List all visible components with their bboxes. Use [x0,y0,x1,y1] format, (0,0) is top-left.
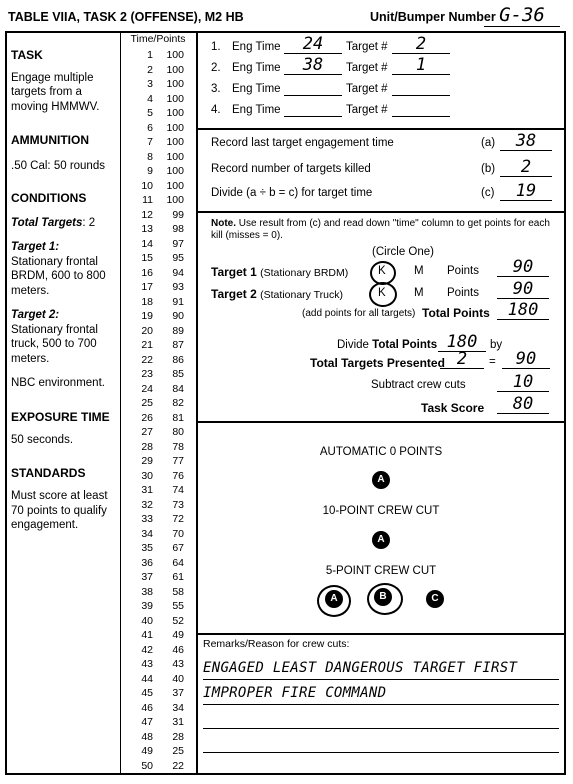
points-value: 72 [172,513,184,525]
time-value: 17 [141,281,153,293]
time-points-row [126,425,184,440]
time-value: 22 [141,353,153,366]
time-value: 46 [141,701,153,714]
engagement-number: 2. [211,62,221,74]
time-value: 39 [141,600,153,612]
per-target-result[interactable]: 90 [502,350,550,369]
note-text: Use result from (c) and read down "time" column to get points for each kill (misses = 0). [211,218,550,241]
conditions-heading: CONDITIONS [11,191,87,205]
remarks-line-2[interactable]: IMPROPER FIRE COMMAND [203,685,387,701]
time-value: 34 [141,527,153,540]
time-points-row [126,570,184,585]
time-points-row [126,266,184,281]
points-value: 100 [166,107,184,119]
points-value: 87 [172,339,184,351]
points-value: 98 [172,223,184,235]
divide-label: Divide (a ÷ b = c) for target time [211,187,373,199]
eng-time-label: Eng Time [232,41,281,53]
target1-kill-option[interactable]: K [378,265,386,277]
points-value: 55 [172,600,184,612]
time-value: 29 [141,455,153,467]
time-points-row [126,686,184,701]
points-value: 91 [172,295,184,308]
time-points-row [126,730,184,745]
time-value: 6 [147,121,153,134]
time-value: 27 [141,426,153,438]
circled-kill-mark [369,282,397,307]
total-targets-value: : 2 [82,216,96,229]
column-divider [120,31,121,775]
time-points-row [126,63,184,78]
points-value: 100 [166,92,184,105]
points-value: 99 [172,208,184,221]
time-value: 45 [141,687,153,699]
points-value: 100 [166,194,184,206]
ten-cut-a[interactable]: A [372,531,390,549]
time-points-row [126,179,184,194]
time-value: 5 [147,107,153,119]
exposure-text: 50 seconds. [11,434,74,446]
points-value: 100 [166,63,184,76]
five-cut-c[interactable]: C [426,590,444,608]
points-value: 90 [172,310,184,322]
time-value: 1 [147,49,153,61]
time-value: 31 [141,484,153,496]
task-conditions-column [11,40,119,533]
remarks-rule [203,679,559,680]
time-points-row [126,701,184,716]
time-value: 28 [141,440,153,453]
points-value: 93 [172,281,184,293]
time-points-row [126,338,184,353]
points-value: 31 [172,716,184,728]
record-time-label: Record last target engagement time [211,137,394,149]
divide-points-value[interactable]: 180 [438,333,486,352]
time-points-row [126,295,184,310]
time-points-row [126,440,184,455]
time-points-row [126,353,184,368]
time-value: 8 [147,150,153,163]
points-value: 80 [172,426,184,438]
target2-label: Target 2: [11,309,60,321]
time-value: 10 [141,179,153,192]
divide-total-points: Total Points [372,339,438,351]
points-value: 49 [172,629,184,641]
time-points-row [126,251,184,266]
target2-text: Stationary frontal truck, 500 to 700 meters. [11,323,98,365]
time-points-header: Time/Points [130,33,186,45]
time-value: 24 [141,382,153,395]
time-points-row [126,657,184,672]
task-heading: TASK [11,48,43,62]
time-value: 25 [141,397,153,409]
task-score-value[interactable]: 80 [497,395,549,414]
target1-score-label: Target 1 [211,265,257,279]
record-kills-code: (b) [481,163,496,175]
equals-sign: = [489,356,496,368]
total-targets [11,216,119,231]
time-points-row [126,411,184,426]
time-points-row [126,48,184,63]
time-points-row [126,150,184,165]
time-value: 32 [141,498,153,511]
time-points-row [126,237,184,252]
time-points-row [126,628,184,643]
points-value: 100 [166,165,184,177]
record-kills-value[interactable]: 2 [500,158,552,177]
points-value: 74 [172,484,184,496]
time-value: 26 [141,411,153,424]
crew-cuts-value[interactable]: 10 [497,373,549,392]
target1-miss-option[interactable]: M [414,265,424,277]
ammunition-text: .50 Cal: 50 rounds [11,159,105,172]
time-points-row [126,396,184,411]
target-number-label: Target # [346,41,388,53]
points-value: 100 [166,150,184,163]
time-value: 37 [141,571,153,583]
time-points-row [126,92,184,107]
five-cut-b[interactable]: B [374,588,392,606]
remarks-rule [203,728,559,729]
time-value: 2 [147,63,153,76]
section-divider [198,421,564,423]
time-points-row [126,135,184,150]
record-time-value[interactable]: 38 [500,132,552,151]
time-points-row [126,208,184,223]
five-cut-a[interactable]: A [325,590,343,608]
time-points-row [126,585,184,600]
points-value: 84 [172,382,184,395]
circle-one-label: (Circle One) [372,246,434,258]
task-score-label: Task Score [421,401,485,415]
points-value: 82 [172,397,184,409]
eng-time-label: Eng Time [232,83,281,95]
points-value: 77 [172,455,184,467]
time-value: 9 [147,165,153,177]
remarks-label: Remarks/Reason for crew cuts: [203,638,350,650]
crew-cuts-label: Subtract crew cuts [371,379,466,391]
points-value: 85 [172,368,184,380]
time-value: 47 [141,716,153,728]
target2-miss-option[interactable]: M [414,287,424,299]
points-value: 86 [172,353,184,366]
points-value: 100 [166,136,184,148]
ten-point-cut-label: 10-POINT CREW CUT [322,505,440,517]
eng-time-value[interactable] [284,98,342,117]
time-value: 16 [141,266,153,279]
divide-word: Divide [337,339,369,351]
target2-kill-option[interactable]: K [378,287,386,299]
time-points-row [126,193,184,208]
points-value: 70 [172,527,184,540]
target-time-value[interactable]: 19 [500,182,552,201]
time-points-row [126,309,184,324]
engagement-number: 1. [211,41,221,53]
target2-score-desc: (Stationary Truck) [260,289,343,301]
time-points-row [126,77,184,92]
time-value: 4 [147,92,153,105]
points-value: 67 [172,542,184,554]
total-points-value[interactable]: 180 [497,301,549,320]
time-value: 23 [141,368,153,380]
time-points-row [126,483,184,498]
standards-text: Must score at least 70 points to qualify engagement. [11,490,108,531]
points-value: 89 [172,324,184,337]
nbc-text: NBC environment. [11,377,105,389]
time-points-table [126,48,184,773]
time-points-row [126,222,184,237]
target-number-value[interactable]: 1 [392,56,450,75]
time-points-row [126,643,184,658]
task-text: Engage multiple targets from a moving HMMWV. [11,71,100,113]
time-value: 20 [141,324,153,337]
note-label: Note. [211,218,236,229]
points-value: 100 [166,49,184,61]
time-points-row [126,527,184,542]
remarks-rule [203,704,559,705]
time-points-row [126,512,184,527]
time-points-row [126,672,184,687]
points-value: 46 [172,643,184,656]
record-time-code: (a) [481,137,496,149]
total-targets-label: Total Targets [11,216,83,229]
target1-points-label: Points [447,265,479,277]
eng-time-label: Eng Time [232,104,281,116]
points-value: 64 [172,556,184,569]
target-number-value[interactable]: 2 [392,35,450,54]
time-points-row [126,715,184,730]
target1-text: Stationary frontal BRDM, 600 to 800 meters. [11,255,106,297]
record-kills-label: Record number of targets killed [211,163,371,175]
time-value: 44 [141,672,153,685]
target-number-value[interactable] [392,98,450,117]
target1-points-value[interactable]: 90 [497,258,549,277]
time-value: 33 [141,513,153,525]
time-value: 7 [147,136,153,148]
time-value: 36 [141,556,153,569]
time-value: 14 [141,237,153,250]
section-divider [198,128,564,130]
time-value: 49 [141,745,153,757]
points-value: 28 [172,730,184,743]
time-value: 18 [141,295,153,308]
points-value: 78 [172,440,184,453]
points-value: 40 [172,672,184,685]
section-divider [198,211,564,213]
time-value: 12 [141,208,153,221]
time-points-row [126,280,184,295]
unit-number-value[interactable]: G-36 [484,4,560,27]
add-points-note: (add points for all targets) [302,308,416,319]
points-value: 94 [172,266,184,279]
target1-label: Target 1: [11,241,60,253]
time-points-row [126,599,184,614]
points-value: 76 [172,469,184,482]
time-value: 3 [147,78,153,90]
by-label: by [490,339,503,351]
time-value: 38 [141,585,153,598]
time-points-row [126,469,184,484]
points-value: 81 [172,411,184,424]
points-value: 100 [166,121,184,134]
time-points-row [126,382,184,397]
time-value: 19 [141,310,153,322]
divide-code: (c) [481,187,495,199]
points-value: 37 [172,687,184,699]
target2-points-value[interactable]: 90 [497,280,549,299]
target2-score-label: Target 2 [211,287,257,301]
time-value: 50 [141,759,153,772]
target2-points-label: Points [447,287,479,299]
target-number-label: Target # [346,104,388,116]
time-points-row [126,498,184,513]
target1-score-desc: (Stationary BRDM) [260,267,349,279]
form-title: TABLE VIIA, TASK 2 (OFFENSE), M2 HB [8,10,244,24]
standards-heading: STANDARDS [11,465,86,480]
time-value: 42 [141,643,153,656]
five-point-cut-label: 5-POINT CREW CUT [325,565,437,577]
time-points-row [126,164,184,179]
points-value: 22 [172,759,184,772]
presented-label: Total Targets Presented [310,356,445,370]
points-value: 34 [172,701,184,714]
ammunition-heading: AMMUNITION [11,133,89,147]
points-value: 100 [166,78,184,90]
section-divider [198,633,564,635]
total-points-label: Total Points [422,306,490,320]
points-value: 73 [172,498,184,511]
time-value: 43 [141,658,153,670]
points-value: 43 [172,658,184,670]
engagement-number: 4. [211,104,221,116]
time-value: 48 [141,730,153,743]
points-value: 52 [172,614,184,627]
eng-time-value[interactable] [284,77,342,96]
time-value: 35 [141,542,153,554]
time-points-row [126,367,184,382]
column-divider [196,31,198,775]
points-value: 61 [172,571,184,583]
time-points-row [126,614,184,629]
time-points-row [126,541,184,556]
time-points-row [126,121,184,136]
eng-time-label: Eng Time [232,62,281,74]
points-value: 58 [172,585,184,598]
time-value: 15 [141,252,153,264]
time-value: 40 [141,614,153,627]
eng-time-value[interactable]: 38 [284,56,342,75]
presented-value[interactable]: 2 [440,350,484,369]
time-points-row [126,454,184,469]
points-value: 97 [172,237,184,250]
exposure-heading: EXPOSURE TIME [11,409,110,424]
note [211,218,557,242]
points-value: 100 [166,179,184,192]
automatic-zero-label: AUTOMATIC 0 POINTS [319,446,443,458]
time-value: 13 [141,223,153,235]
remarks-line-1[interactable]: ENGAGED LEAST DANGEROUS TARGET FIRST [203,660,518,676]
target-number-value[interactable] [392,77,450,96]
time-points-row [126,324,184,339]
target-number-label: Target # [346,83,388,95]
auto-cut-a[interactable]: A [372,471,390,489]
divide-points-label [337,339,437,351]
engagement-number: 3. [211,83,221,95]
time-points-row [126,556,184,571]
eng-time-value[interactable]: 24 [284,35,342,54]
remarks-rule [203,752,559,753]
time-value: 41 [141,629,153,641]
time-points-row [126,106,184,121]
time-points-row [126,744,184,759]
time-points-row [126,759,184,774]
time-value: 11 [142,194,153,206]
target-number-label: Target # [346,62,388,74]
time-value: 21 [141,339,153,351]
time-value: 30 [141,469,153,482]
points-value: 25 [172,745,184,757]
points-value: 95 [172,252,184,264]
unit-number-label: Unit/Bumper Number [370,10,496,24]
